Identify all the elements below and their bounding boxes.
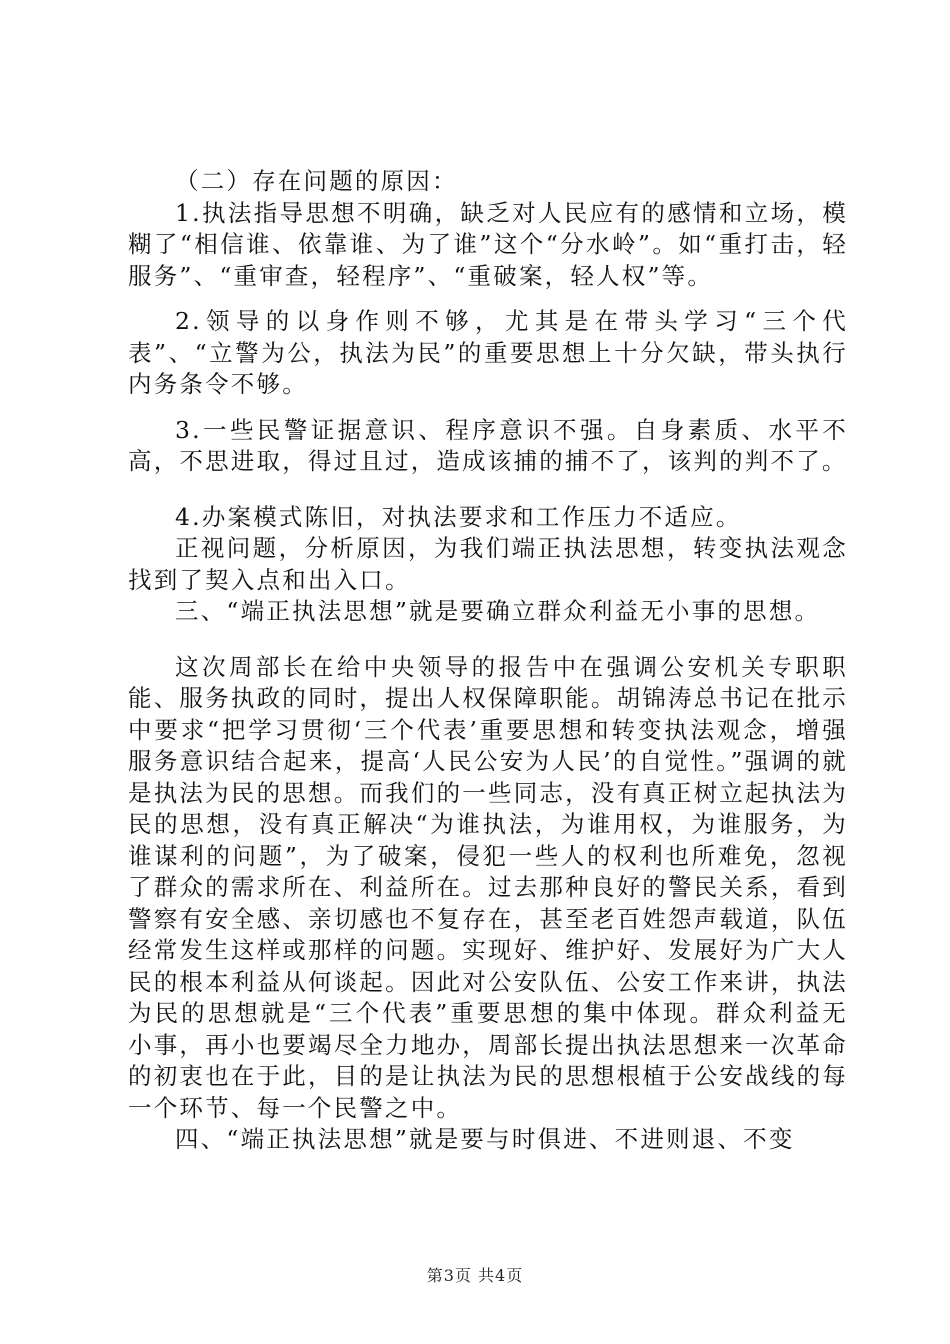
body-paragraph: 这次周部长在给中央领导的报告中在强调公安机关专职职能、服务执政的同时，提出人权保障职能。胡锦涛总书记在批示中要求“把学习贯彻‘三个代表’重要思想和转变执法观念，增强服务意识结合起来，提高‘人民公安为人民’的自觉性。”强调的就是执法为民的思想。而我们的一些同志，没有真正树立起执法为民的思想，没有真正解决“为谁执法，为谁用权，为谁服务，为谁谋利的问题”，为了破案，侵犯一些人的权利也所难免，忽视了群众的需求所在、利益所在。过去那种良好的警民关系，看到警察有安全感、亲切感也不复存在，甚至老百姓怨声载道，队伍经常发生这样或那样的问题。实现好、维护好、发展好为广大人民的根本利益从何谈起。因此对公安队伍、公安工作来讲，执法为民的思想就是“三个代表”重要思想的集中体现。群众利益无小事，再小也要竭尽全力地办，周部长提出执法思想来一次革命的初衷也在于此，目的是让执法为民的思想根植于公安战线的每一个环节、每一个民警之中。	[128, 652, 848, 1122]
section-heading-four: 四、“端正执法思想”就是要与时俱进、不进则退、不变	[175, 1125, 795, 1153]
page-number-footer: 第3页 共4页	[426, 1266, 524, 1285]
summary-paragraph: 正视问题，分析原因，为我们端正执法思想，转变执法观念找到了契入点和出入口。	[128, 534, 848, 594]
cause-item-2: 2.领导的以身作则不够，尤其是在带头学习“三个代表”、“立警为公，执法为民”的重要思想上十分欠缺，带头执行内务条令不够。	[128, 307, 848, 398]
section-heading-causes: （二）存在问题的原因：	[175, 167, 458, 195]
cause-item-3: 3.一些民警证据意识、程序意识不强。自身素质、水平不高，不思进取，得过且过，造成该捕的捕不了，该判的判不了。	[128, 415, 848, 475]
document-body	[128, 166, 848, 1156]
cause-item-4: 4.办案模式陈旧，对执法要求和工作压力不适应。	[175, 502, 742, 531]
cause-item-1: 1.执法指导思想不明确，缺乏对人民应有的感情和立场，模糊了“相信谁、依靠谁、为了谁”这个“分水岭”。如“重打击，轻服务”、“重审查，轻程序”、“重破案，轻人权”等。	[128, 198, 848, 290]
section-heading-three: 三、“端正执法思想”就是要确立群众利益无小事的思想。	[175, 597, 821, 625]
